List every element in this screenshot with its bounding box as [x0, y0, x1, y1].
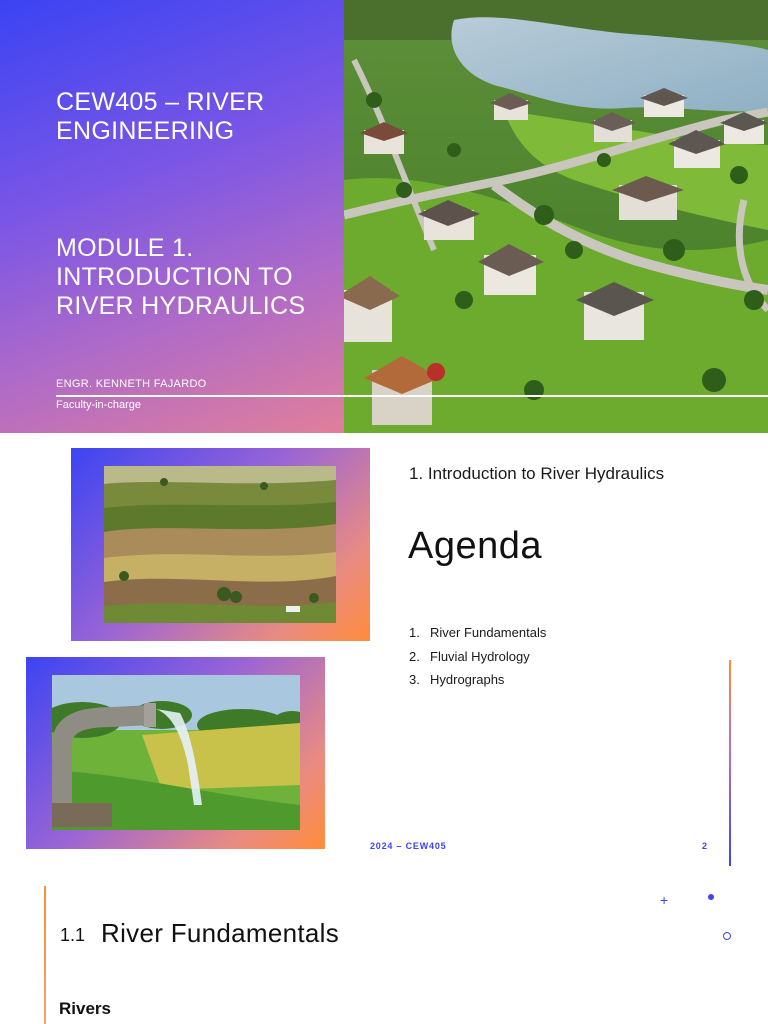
slide-footer: 2024 – CEW405 [370, 841, 447, 851]
list-item [409, 625, 546, 649]
agenda-list [409, 625, 546, 696]
section-title: River Fundamentals [101, 918, 340, 948]
module-title: MODULE 1. INTRODUCTION TO RIVER HYDRAULICS [56, 234, 306, 320]
list-label: Fluvial Hydrology [430, 648, 530, 664]
plus-icon: + [660, 892, 669, 908]
section-heading: 1. Introduction to River Hydraulics [409, 464, 665, 483]
list-label: Hydrographs [430, 672, 505, 687]
author-role: Faculty-in-charge [56, 399, 141, 411]
list-number: 1. [409, 625, 420, 640]
section-slide [0, 869, 768, 1024]
irrigation-pipe-water-photo [52, 675, 300, 830]
section-number: 1.1 [60, 925, 86, 945]
course-title: CEW405 – RIVER ENGINEERING [56, 88, 265, 145]
ring-icon [723, 932, 731, 940]
gradient-panel [0, 0, 344, 433]
accent-vertical-line [44, 886, 46, 1024]
rolling-hills-farmland-photo [104, 466, 336, 623]
list-label: River Fundamentals [430, 625, 547, 640]
agenda-slide [0, 433, 768, 869]
aerial-suburb-lake-photo [344, 0, 768, 433]
accent-vertical-line [729, 660, 731, 866]
list-number: 2. [409, 648, 420, 664]
divider-line [56, 395, 768, 397]
title-slide [0, 0, 768, 433]
list-item [409, 672, 546, 696]
list-number: 3. [409, 672, 420, 687]
agenda-title: Agenda [408, 525, 543, 567]
subheading: Rivers [59, 999, 111, 1018]
list-item [409, 649, 546, 673]
author-name: ENGR. KENNETH FAJARDO [56, 378, 207, 390]
page-number: 2 [702, 841, 708, 851]
dot-icon [708, 894, 714, 900]
